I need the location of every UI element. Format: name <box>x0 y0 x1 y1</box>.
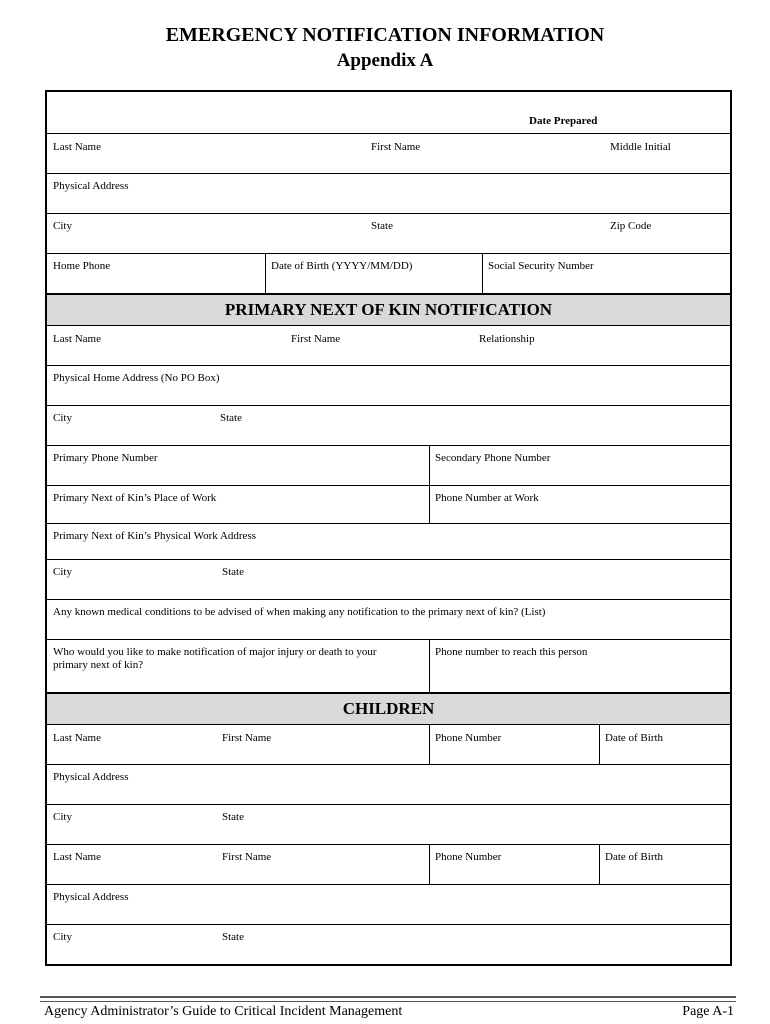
children-heading: CHILDREN <box>342 699 435 718</box>
nok-section-header <box>47 294 730 326</box>
child1-name-cell[interactable] <box>47 725 429 764</box>
nok-work-state-label: State <box>222 566 244 578</box>
nok-work-city-label: City <box>53 566 72 578</box>
nok-name-row[interactable] <box>47 326 730 366</box>
child2-dob-label: Date of Birth <box>605 851 664 863</box>
child2-city-label: City <box>53 931 72 943</box>
child2-name-row <box>47 845 730 885</box>
work-address-label: Primary Next of Kin’s Physical Work Address <box>53 530 257 542</box>
middle-initial-label: Middle Initial <box>610 141 671 153</box>
child2-last-name-label: Last Name <box>53 851 101 863</box>
primary-phone-label: Primary Phone Number <box>53 452 158 464</box>
child1-city-label: City <box>53 811 72 823</box>
form-title: EMERGENCY NOTIFICATION INFORMATION <box>165 24 605 46</box>
nok-heading: PRIMARY NEXT OF KIN NOTIFICATION <box>224 300 553 319</box>
name-row[interactable] <box>47 134 730 174</box>
child2-dob-cell[interactable] <box>599 845 730 884</box>
date-prepared-label: Date Prepared <box>529 115 598 127</box>
child1-phone-label: Phone Number <box>435 732 502 744</box>
nok-work-address-row[interactable] <box>47 524 730 560</box>
who-notify-cell[interactable] <box>47 640 429 692</box>
date-prepared-row <box>47 92 730 134</box>
ssn-label: Social Security Number <box>488 260 594 272</box>
child1-address-label: Physical Address <box>53 771 129 783</box>
medical-row[interactable] <box>47 600 730 640</box>
child2-phone-label: Phone Number <box>435 851 502 863</box>
nok-last-name-label: Last Name <box>53 333 101 345</box>
zip-label: Zip Code <box>610 220 652 232</box>
nok-address-row[interactable] <box>47 366 730 406</box>
secondary-phone-label: Secondary Phone Number <box>435 452 551 464</box>
nok-phone-row <box>47 446 730 486</box>
home-phone-label: Home Phone <box>53 260 111 272</box>
home-phone-cell[interactable] <box>47 254 265 293</box>
child1-address-row[interactable] <box>47 765 730 805</box>
nok-work-row <box>47 486 730 524</box>
footer-page-number: Page A-1 <box>682 1004 734 1019</box>
nok-first-name-label: First Name <box>291 333 341 345</box>
nok-home-address-label: Physical Home Address (No PO Box) <box>53 372 220 384</box>
nok-city-label: City <box>53 412 72 424</box>
nok-city-row[interactable] <box>47 406 730 446</box>
state-label: State <box>371 220 393 232</box>
place-of-work-label: Primary Next of Kin’s Place of Work <box>53 492 217 504</box>
ssn-cell[interactable] <box>482 254 730 293</box>
primary-phone-cell[interactable] <box>47 446 429 485</box>
who-notify-label: Who would you like to make notification of major injury or death to your primary next of kin? <box>53 646 377 671</box>
reach-phone-cell[interactable] <box>429 640 730 692</box>
nok-relationship-label: Relationship <box>479 333 535 345</box>
child1-name-row <box>47 725 730 765</box>
child2-address-label: Physical Address <box>53 891 129 903</box>
work-phone-label: Phone Number at Work <box>435 492 539 504</box>
reach-phone-label: Phone number to reach this person <box>435 646 588 658</box>
nok-work-city-row[interactable] <box>47 560 730 600</box>
children-section-header <box>47 693 730 725</box>
child2-city-row[interactable] <box>47 925 730 964</box>
form-subtitle: Appendix A <box>336 50 434 71</box>
place-of-work-cell[interactable] <box>47 486 429 523</box>
child1-phone-cell[interactable] <box>429 725 599 764</box>
child2-address-row[interactable] <box>47 885 730 925</box>
who-notify-row <box>47 640 730 693</box>
child2-state-label: State <box>222 931 244 943</box>
child2-name-cell[interactable] <box>47 845 429 884</box>
nok-state-label: State <box>220 412 242 424</box>
child1-last-name-label: Last Name <box>53 732 101 744</box>
child1-city-row[interactable] <box>47 805 730 845</box>
physical-address-label: Physical Address <box>53 180 129 192</box>
child2-first-name-label: First Name <box>222 851 272 863</box>
child1-dob-label: Date of Birth <box>605 732 664 744</box>
secondary-phone-cell[interactable] <box>429 446 730 485</box>
work-phone-cell[interactable] <box>429 486 730 523</box>
medical-label: Any known medical conditions to be advised of when making any notification to the primary next of kin? (List) <box>53 606 546 618</box>
last-name-label: Last Name <box>53 141 101 153</box>
phone-dob-ssn-row <box>47 254 730 294</box>
address-row[interactable] <box>47 174 730 214</box>
first-name-label: First Name <box>371 141 421 153</box>
child2-phone-cell[interactable] <box>429 845 599 884</box>
dob-cell[interactable] <box>265 254 482 293</box>
city-row[interactable] <box>47 214 730 254</box>
child1-state-label: State <box>222 811 244 823</box>
footer-guide-title: Agency Administrator’s Guide to Critical Incident Management <box>44 1004 403 1019</box>
emergency-form <box>45 90 732 966</box>
footer-divider <box>40 996 736 1002</box>
city-label: City <box>53 220 72 232</box>
dob-label: Date of Birth (YYYY/MM/DD) <box>271 260 413 272</box>
child1-dob-cell[interactable] <box>599 725 730 764</box>
child1-first-name-label: First Name <box>222 732 272 744</box>
